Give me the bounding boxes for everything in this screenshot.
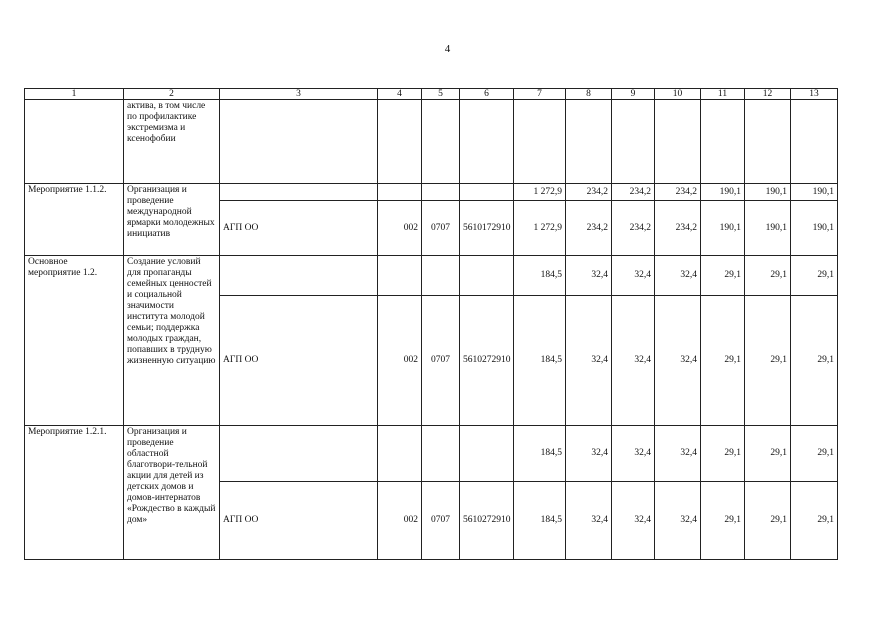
table-cell: Организация и проведение международной ярмарки молодежных инициатив [124,184,220,256]
table-cell [220,184,378,201]
header-cell: 1 [25,89,124,100]
header-cell: 11 [701,89,745,100]
table-cell: 29,1 [745,426,791,482]
table-cell: 0707 [422,201,460,256]
table-cell: 184,5 [514,256,566,296]
table-cell: АГП ОО [220,201,378,256]
table-cell [514,100,566,184]
table-row [25,184,838,201]
table-cell: 190,1 [745,201,791,256]
table-cell: 184,5 [514,426,566,482]
table-cell: Мероприятие 1.2.1. [25,426,124,560]
table-cell: 234,2 [655,184,701,201]
table-row [25,100,838,184]
header-cell: 9 [612,89,655,100]
table-cell: Мероприятие 1.1.2. [25,184,124,256]
table-cell: 32,4 [655,426,701,482]
table-cell: 32,4 [612,482,655,560]
table-cell: 32,4 [655,256,701,296]
table-cell [460,100,514,184]
table-cell [460,184,514,201]
table-cell: 29,1 [701,256,745,296]
table-cell: 234,2 [566,184,612,201]
table-cell: 29,1 [701,482,745,560]
table-cell [612,100,655,184]
table-cell [745,100,791,184]
table-cell: 234,2 [655,201,701,256]
table-cell: 184,5 [514,482,566,560]
table-cell: 32,4 [655,482,701,560]
page-number: 4 [444,43,451,55]
table-cell: 184,5 [514,296,566,426]
header-cell: 4 [378,89,422,100]
header-cell: 10 [655,89,701,100]
table-row [25,426,838,482]
table-cell: 32,4 [566,482,612,560]
table-cell [422,256,460,296]
header-cell: 12 [745,89,791,100]
table-cell [220,100,378,184]
table-cell: 0707 [422,482,460,560]
table-cell: 29,1 [701,296,745,426]
table-cell: 32,4 [566,296,612,426]
table-cell [791,100,838,184]
header-cell: 5 [422,89,460,100]
table-cell: Создание условий для пропаганды семейных ценностей и социальной значимости института молодой семьи; поддержка молодых граждан, попавших в трудную жизненную ситуацию [124,256,220,426]
table-cell: 190,1 [701,201,745,256]
table-cell [655,100,701,184]
table-cell: 1 272,9 [514,184,566,201]
table-cell: 234,2 [612,201,655,256]
header-cell: 6 [460,89,514,100]
table-cell: 234,2 [612,184,655,201]
table-cell: 190,1 [701,184,745,201]
table-cell: 29,1 [745,256,791,296]
table-cell: 29,1 [701,426,745,482]
header-cell: 3 [220,89,378,100]
header-cell: 13 [791,89,838,100]
table-cell: 5610172910 [460,201,514,256]
header-row [25,89,838,100]
table-cell: 002 [378,296,422,426]
table-cell: Организация и проведение областной благотвори-тельной акции для детей из детских домов и домов-интернатов «Рождество в каждый дом» [124,426,220,560]
table-cell: 32,4 [612,296,655,426]
header-cell: 8 [566,89,612,100]
table-cell: 5610272910 [460,482,514,560]
table-cell: 190,1 [791,184,838,201]
table-cell: 32,4 [566,256,612,296]
table-cell [220,426,378,482]
table-cell: 32,4 [612,426,655,482]
table-cell [422,426,460,482]
table-cell: Основное мероприятие 1.2. [25,256,124,426]
table-cell [25,100,124,184]
table-cell: 29,1 [745,482,791,560]
table-cell [378,256,422,296]
table-cell [422,100,460,184]
table-cell: 29,1 [791,296,838,426]
header-cell: 7 [514,89,566,100]
table-cell [422,184,460,201]
table-cell: 190,1 [791,201,838,256]
table-cell [378,426,422,482]
table-cell: активa, в том числе по профилактике экстремизма и ксенофобии [124,100,220,184]
table-cell: 32,4 [566,426,612,482]
table-cell: 1 272,9 [514,201,566,256]
table-cell [378,100,422,184]
table-cell: 0707 [422,296,460,426]
table-cell [460,426,514,482]
table-cell: 29,1 [791,482,838,560]
header-cell: 2 [124,89,220,100]
table-cell: 5610272910 [460,296,514,426]
table-cell [701,100,745,184]
table-cell [460,256,514,296]
budget-table [24,88,838,560]
table-cell: 32,4 [655,296,701,426]
table-cell: 32,4 [612,256,655,296]
table-cell: 190,1 [745,184,791,201]
table-cell: 29,1 [791,256,838,296]
table-cell [220,256,378,296]
table-cell [378,184,422,201]
table-cell: 234,2 [566,201,612,256]
table-cell: 002 [378,482,422,560]
table-cell [566,100,612,184]
table-cell: 002 [378,201,422,256]
table-cell: АГП ОО [220,482,378,560]
table-cell: АГП ОО [220,296,378,426]
table-row [25,256,838,296]
table-cell: 29,1 [791,426,838,482]
table-cell: 29,1 [745,296,791,426]
